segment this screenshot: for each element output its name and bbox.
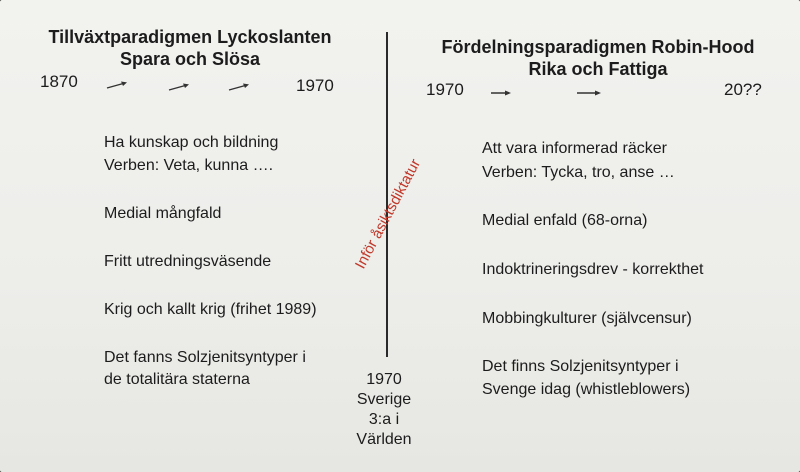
arrow-icon — [490, 88, 512, 98]
center-footer-line: Sverige — [356, 391, 412, 408]
right-item: Verben: Tycka, tro, anse … — [482, 164, 675, 181]
right-item: Indoktrineringsdrev - korrekthet — [482, 261, 704, 278]
center-footer — [344, 370, 424, 450]
left-item: Fritt utredningsväsende — [104, 253, 272, 270]
arrow-icon — [228, 82, 250, 92]
right-year-end: 20?? — [724, 80, 762, 99]
left-title — [40, 26, 340, 70]
right-title — [418, 36, 778, 80]
left-item: de totalitära staterna — [104, 371, 250, 388]
left-item: Medial mångfald — [104, 205, 222, 222]
right-item: Svenge idag (whistleblowers) — [482, 381, 691, 398]
right-title-line1: Fördelningsparadigmen Robin-Hood — [441, 37, 755, 57]
left-title-line1: Tillväxtparadigmen Lyckoslanten — [48, 27, 332, 47]
arrow-icon — [106, 80, 128, 90]
arrow-icon — [168, 82, 190, 92]
left-title-line2: Spara och Slösa — [119, 49, 261, 69]
left-item: Ha kunskap och bildning — [104, 134, 279, 151]
rotated-annotation: Inför åsiktsdiktatur — [351, 156, 425, 272]
right-item: Medial enfald (68-orna) — [482, 212, 648, 229]
center-footer-line: Världen — [356, 431, 412, 448]
right-title-line2: Rika och Fattiga — [528, 59, 668, 79]
left-item: Krig och kallt krig (frihet 1989) — [104, 301, 317, 318]
left-item: Verben: Veta, kunna …. — [104, 157, 274, 174]
right-item: Det finns Solzjenitsyntyper i — [482, 358, 679, 375]
left-year-end: 1970 — [296, 76, 334, 95]
center-footer-line: 1970 — [366, 371, 402, 388]
arrow-icon — [576, 88, 602, 98]
left-item: Det fanns Solzjenitsyntyper i — [104, 349, 306, 366]
right-item: Att vara informerad räcker — [482, 140, 667, 157]
right-item: Mobbingkulturer (självcensur) — [482, 310, 692, 327]
right-year-start: 1970 — [426, 80, 464, 99]
left-year-start: 1870 — [40, 72, 78, 91]
center-footer-line: 3:a i — [368, 411, 400, 428]
